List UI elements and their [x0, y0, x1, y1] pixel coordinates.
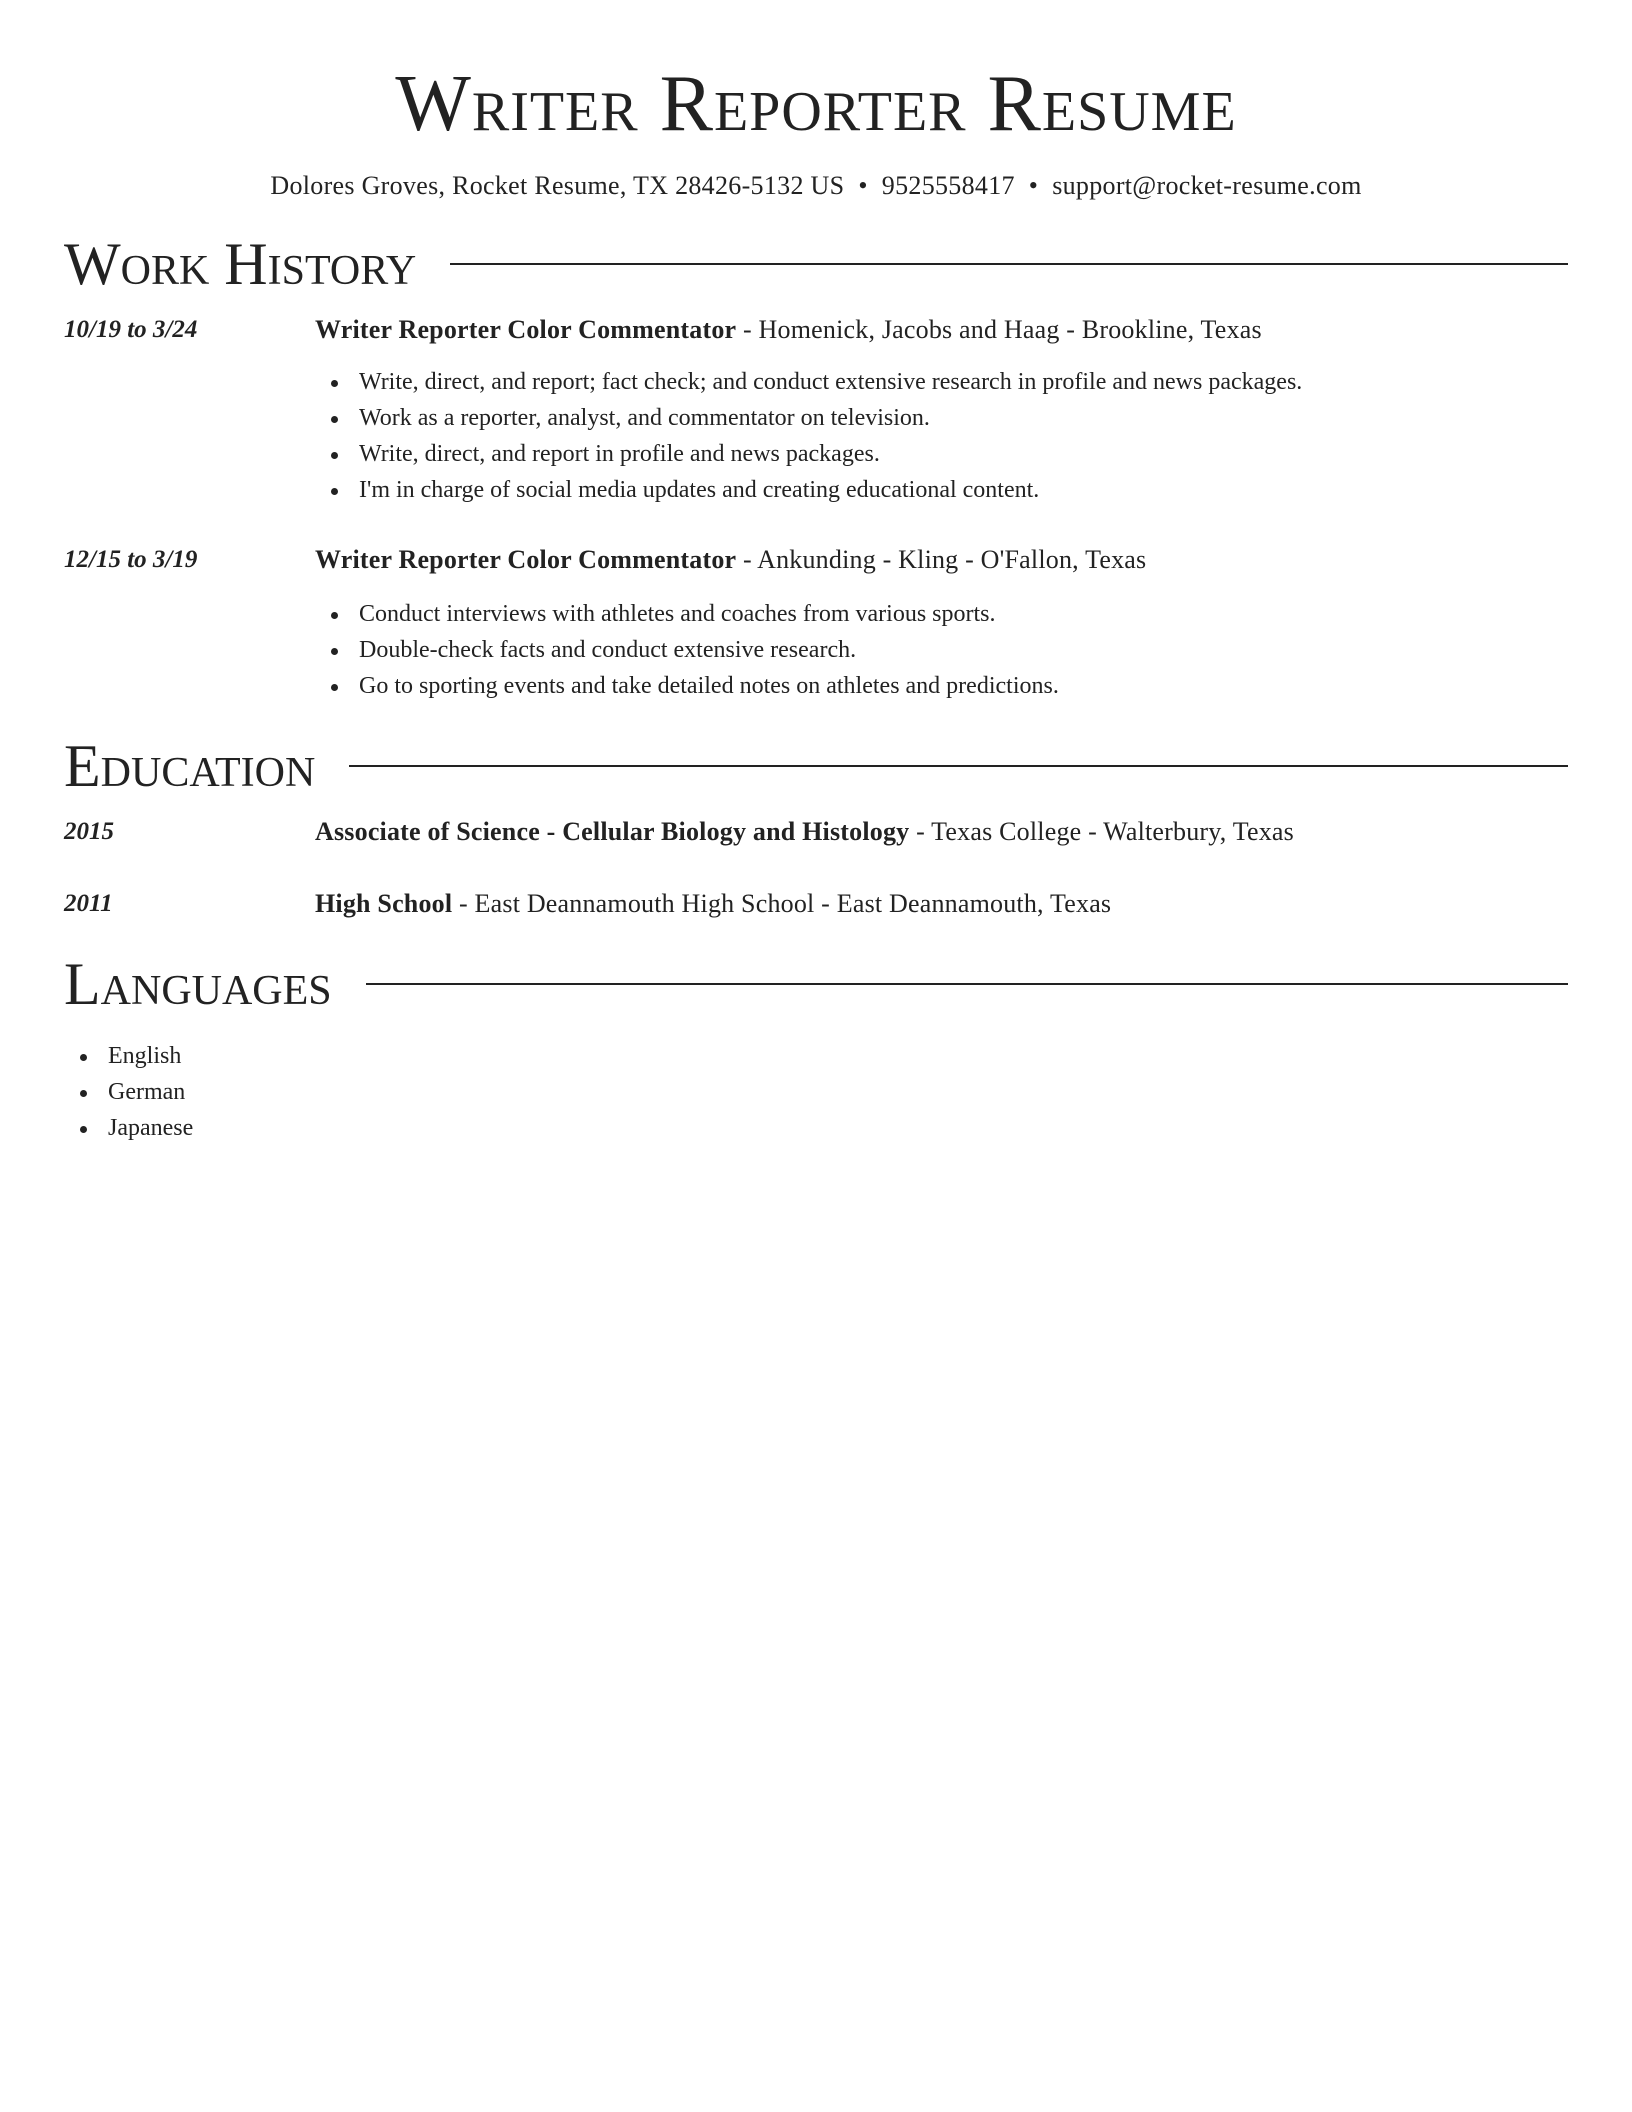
resume-page — [64, 0, 1568, 1146]
work-entry-role: Writer Reporter Color Commentator — [315, 545, 737, 574]
list-item: English — [64, 1038, 1568, 1074]
education-entry-year: 2015 — [64, 818, 114, 845]
section-divider — [366, 983, 1568, 985]
contact-separator: • — [1028, 171, 1039, 200]
contact-separator: • — [858, 171, 868, 200]
languages-header — [64, 952, 1568, 1016]
work-entry-dates: 10/19 to 3/24 — [64, 316, 198, 343]
education-entry-body — [315, 886, 1568, 922]
work-entry-heading — [315, 312, 1568, 348]
work-entry-details: - Ankunding - Kling - O'Fallon, Texas — [736, 545, 1147, 574]
education-title: Education — [64, 733, 316, 799]
list-item: Conduct interviews with athletes and coaches from various sports. — [315, 596, 1568, 632]
education-entry-heading — [315, 886, 1568, 922]
education-entry-body — [315, 814, 1568, 850]
section-divider — [349, 765, 1568, 767]
work-entry — [64, 542, 1568, 704]
education-entry-degree: Associate of Science - Cellular Biology and Histology — [315, 817, 910, 846]
education-entry-details: - Texas College - Walterbury, Texas — [909, 817, 1294, 846]
work-entry-bullets — [315, 596, 1568, 704]
work-entry — [64, 312, 1568, 508]
contact-phone: 9525558417 — [881, 171, 1015, 200]
resume-title: Writer Reporter Resume — [395, 60, 1237, 148]
work-entry-details: - Homenick, Jacobs and Haag - Brookline, Texas — [736, 315, 1262, 344]
contact-line — [64, 168, 1568, 204]
work-entry-bullets — [315, 364, 1568, 508]
education-entry — [64, 814, 1568, 850]
work-history-title: Work History — [64, 231, 417, 297]
list-item: Go to sporting events and take detailed notes on athletes and predictions. — [315, 668, 1568, 704]
education-entry-year: 2011 — [64, 890, 113, 917]
list-item: Write, direct, and report; fact check; and conduct extensive research in profile and news packages. — [315, 364, 1568, 400]
work-history-header — [64, 232, 1568, 296]
list-item: Double-check facts and conduct extensive research. — [315, 632, 1568, 668]
work-entry-heading — [315, 542, 1568, 578]
languages-title: Languages — [64, 951, 332, 1017]
contact-address: Dolores Groves, Rocket Resume, TX 28426-5132 US — [270, 171, 845, 200]
contact-email: support@rocket-resume.com — [1052, 171, 1362, 200]
list-item: Work as a reporter, analyst, and commentator on television. — [315, 400, 1568, 436]
list-item: Write, direct, and report in profile and news packages. — [315, 436, 1568, 472]
education-entry-heading — [315, 814, 1568, 850]
work-entry-body — [315, 312, 1568, 508]
languages-list — [64, 1038, 1568, 1146]
work-entry-role: Writer Reporter Color Commentator — [315, 315, 737, 344]
education-entry — [64, 886, 1568, 922]
education-entry-degree: High School — [315, 889, 453, 918]
education-header — [64, 734, 1568, 798]
list-item: Japanese — [64, 1110, 1568, 1146]
education-entry-details: - East Deannamouth High School - East Deannamouth, Texas — [452, 889, 1112, 918]
section-divider — [450, 263, 1568, 265]
work-entry-dates: 12/15 to 3/19 — [64, 546, 198, 573]
work-entry-body — [315, 542, 1568, 704]
list-item: I'm in charge of social media updates and creating educational content. — [315, 472, 1568, 508]
list-item: German — [64, 1074, 1568, 1110]
